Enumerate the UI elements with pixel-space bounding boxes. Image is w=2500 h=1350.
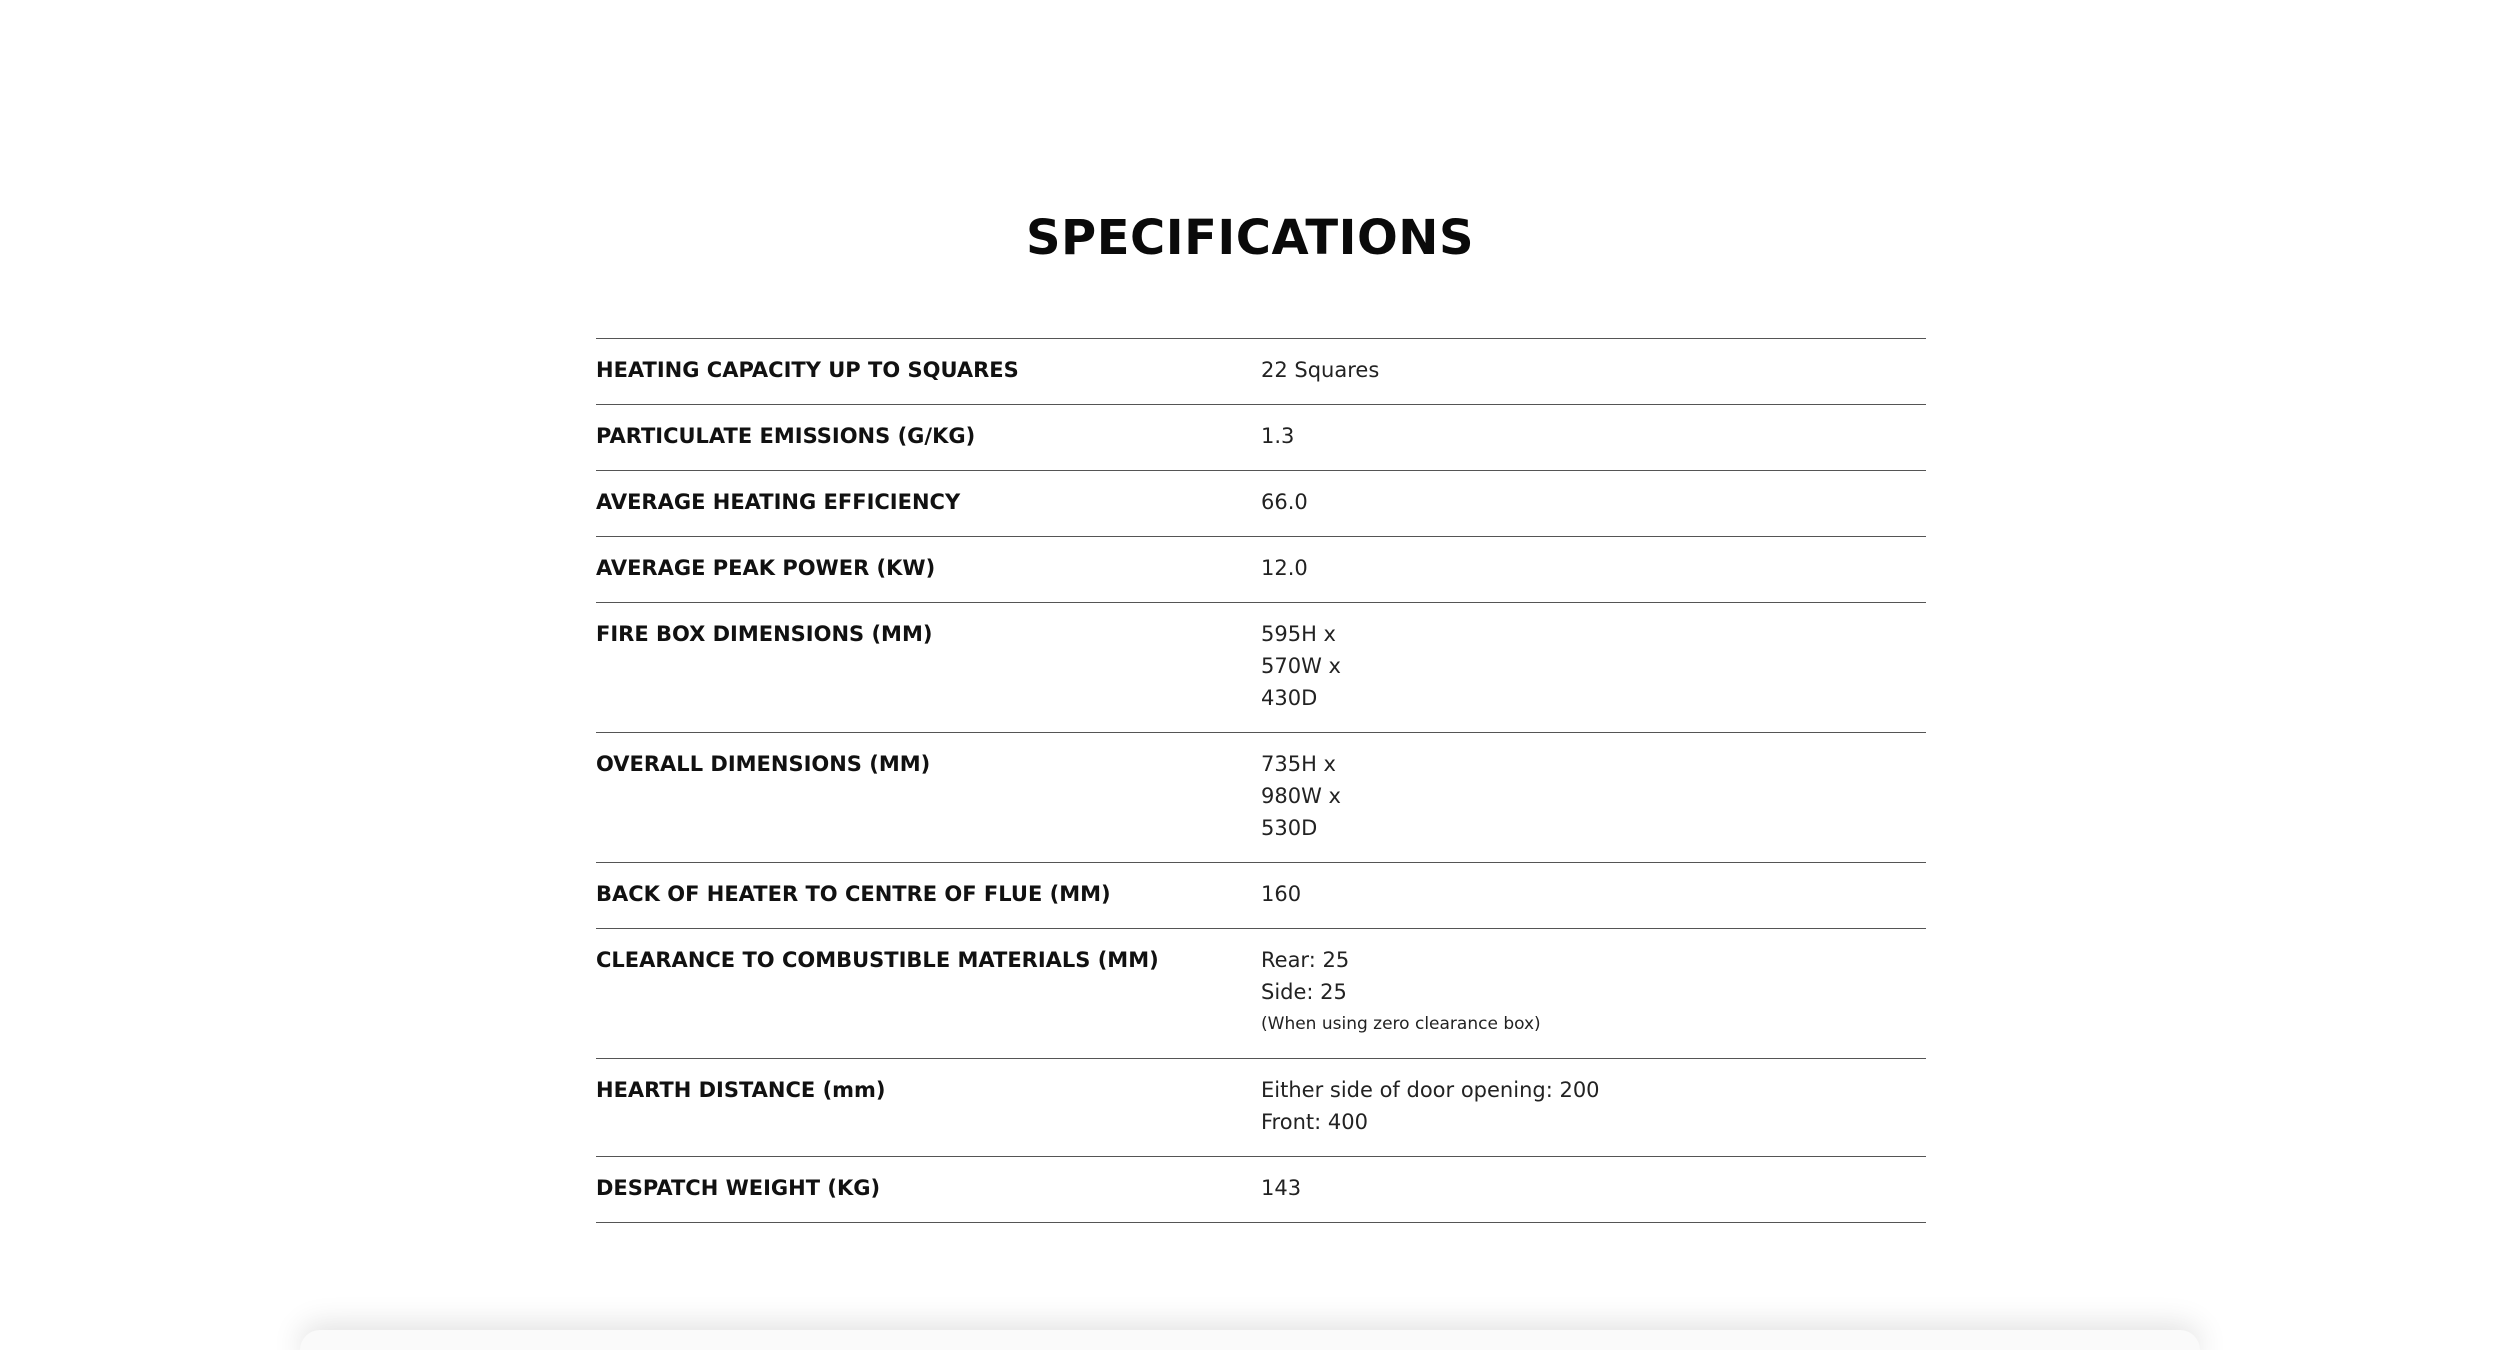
spec-value-line: Rear: 25 xyxy=(1261,948,1350,972)
spec-value-line: 1.3 xyxy=(1261,424,1295,448)
spec-value xyxy=(1261,420,1926,452)
spec-value-line: 12.0 xyxy=(1261,556,1308,580)
spec-row xyxy=(596,863,1926,929)
spec-row xyxy=(596,1059,1926,1157)
spec-label: CLEARANCE TO COMBUSTIBLE MATERIALS (MM) xyxy=(596,948,1159,972)
spec-value xyxy=(1261,354,1926,386)
spec-value-line: 430D xyxy=(1261,686,1318,710)
spec-value-line: 570W x xyxy=(1261,654,1341,678)
spec-value-note: (When using zero clearance box) xyxy=(1261,1014,1541,1034)
spec-value-line: 980W x xyxy=(1261,784,1341,808)
page-title: SPECIFICATIONS xyxy=(1025,210,1475,266)
spec-value-line: Side: 25 xyxy=(1261,980,1347,1004)
spec-value-line: 595H x xyxy=(1261,622,1336,646)
footer-panel-edge xyxy=(300,1330,2200,1350)
spec-row xyxy=(596,405,1926,471)
spec-value-line: 143 xyxy=(1261,1176,1302,1200)
spec-value xyxy=(1261,618,1926,714)
specifications-table xyxy=(596,338,1926,1223)
spec-label: FIRE BOX DIMENSIONS (MM) xyxy=(596,622,933,646)
spec-value xyxy=(1261,552,1926,584)
spec-value-line: 22 Squares xyxy=(1261,358,1380,382)
spec-label: PARTICULATE EMISSIONS (G/KG) xyxy=(596,424,976,448)
spec-label: BACK OF HEATER TO CENTRE OF FLUE (MM) xyxy=(596,882,1111,906)
spec-value xyxy=(1261,878,1926,910)
spec-row xyxy=(596,929,1926,1059)
spec-value-line: Either side of door opening: 200 xyxy=(1261,1078,1600,1102)
spec-label: OVERALL DIMENSIONS (MM) xyxy=(596,752,931,776)
spec-value-line: 66.0 xyxy=(1261,490,1308,514)
spec-row xyxy=(596,1157,1926,1223)
spec-row xyxy=(596,471,1926,537)
spec-value-line: 735H x xyxy=(1261,752,1336,776)
spec-row xyxy=(596,339,1926,405)
spec-value xyxy=(1261,748,1926,844)
spec-value xyxy=(1261,486,1926,518)
spec-label: HEARTH DISTANCE (mm) xyxy=(596,1078,886,1102)
spec-row xyxy=(596,537,1926,603)
spec-value-line: Front: 400 xyxy=(1261,1110,1368,1134)
spec-label: DESPATCH WEIGHT (KG) xyxy=(596,1176,881,1200)
spec-label: HEATING CAPACITY UP TO SQUARES xyxy=(596,358,1019,382)
spec-row xyxy=(596,733,1926,863)
spec-label: AVERAGE PEAK POWER (KW) xyxy=(596,556,936,580)
spec-value xyxy=(1261,1172,1926,1204)
spec-row xyxy=(596,603,1926,733)
spec-label: AVERAGE HEATING EFFICIENCY xyxy=(596,490,961,514)
spec-value xyxy=(1261,1074,1926,1138)
spec-value xyxy=(1261,944,1926,1040)
spec-value-line: 530D xyxy=(1261,816,1318,840)
spec-value-line: 160 xyxy=(1261,882,1302,906)
